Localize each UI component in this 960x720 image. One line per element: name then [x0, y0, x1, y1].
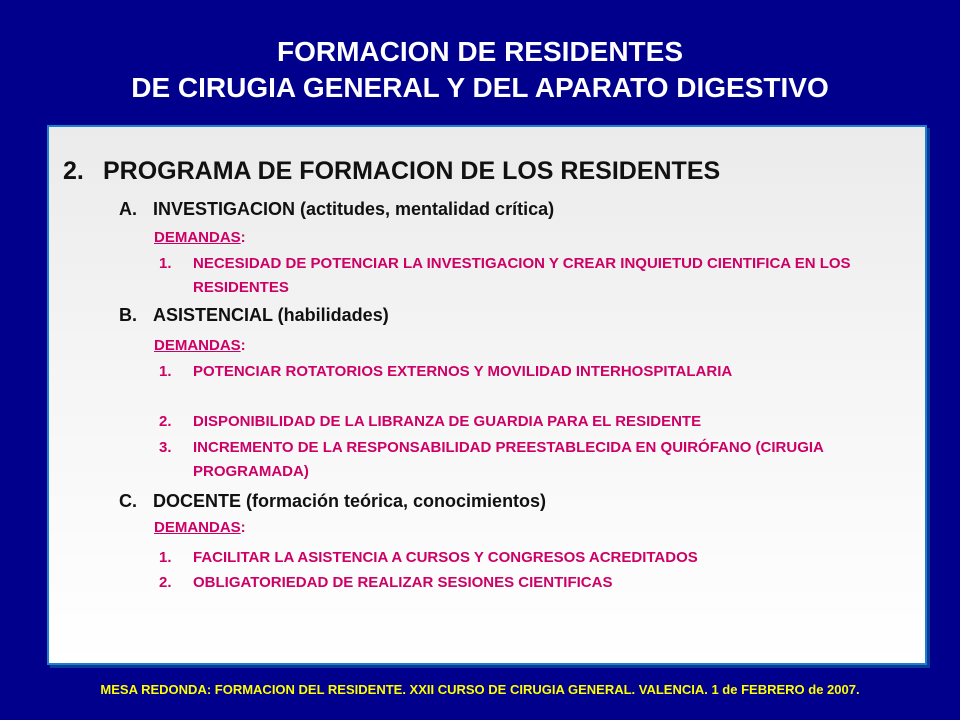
section-a: [119, 199, 554, 220]
section-b: [119, 305, 389, 326]
section-b-demands-label: DEMANDAS:: [154, 337, 246, 354]
section-a-text: INVESTIGACION (actitudes, mentalidad crítica): [153, 199, 555, 219]
section-a-demands-label: DEMANDAS:: [154, 229, 246, 246]
list-item: 2. OBLIGATORIEDAD DE REALIZAR SESIONES CIENTIFICAS: [159, 574, 613, 591]
footer-caption: MESA REDONDA: FORMACION DEL RESIDENTE. XXII CURSO DE CIRUGIA GENERAL. VALENCIA. 1 de FEBRERO de 2007.: [100, 682, 860, 697]
list-item: 1. FACILITAR LA ASISTENCIA A CURSOS Y CONGRESOS ACREDITADOS: [159, 549, 698, 566]
content-panel: [47, 125, 927, 665]
list-item: 3. INCREMENTO DE LA RESPONSABILIDAD PREESTABLECIDA EN QUIRÓFANO (CIRUGIA PROGRAMADA): [159, 439, 824, 480]
section-c-demands-label: DEMANDAS:: [154, 519, 246, 536]
list-item: 1. NECESIDAD DE POTENCIAR LA INVESTIGACION Y CREAR INQUIETUD CIENTIFICA EN LOS RESIDENTES: [159, 255, 851, 296]
section-b-letter: B.: [119, 305, 137, 325]
section-c: [119, 491, 546, 512]
heading-text: PROGRAMA DE FORMACION DE LOS RESIDENTES: [103, 157, 721, 185]
list-item: 1. POTENCIAR ROTATORIOS EXTERNOS Y MOVILIDAD INTERHOSPITALARIA: [159, 363, 733, 380]
slide-title: [0, 34, 960, 106]
list-item: 2. DISPONIBILIDAD DE LA LIBRANZA DE GUARDIA PARA EL RESIDENTE: [159, 413, 702, 430]
slide-title-line-2: DE CIRUGIA GENERAL Y DEL APARATO DIGESTIVO: [131, 72, 829, 103]
section-b-text: ASISTENCIAL (habilidades): [153, 305, 389, 325]
section-heading: [63, 157, 720, 186]
section-c-text: DOCENTE (formación teórica, conocimientos): [153, 491, 547, 511]
heading-number: 2.: [63, 157, 84, 185]
slide-title-line-1: FORMACION DE RESIDENTES: [276, 36, 684, 67]
section-a-letter: A.: [119, 199, 137, 219]
section-c-letter: C.: [119, 491, 137, 511]
